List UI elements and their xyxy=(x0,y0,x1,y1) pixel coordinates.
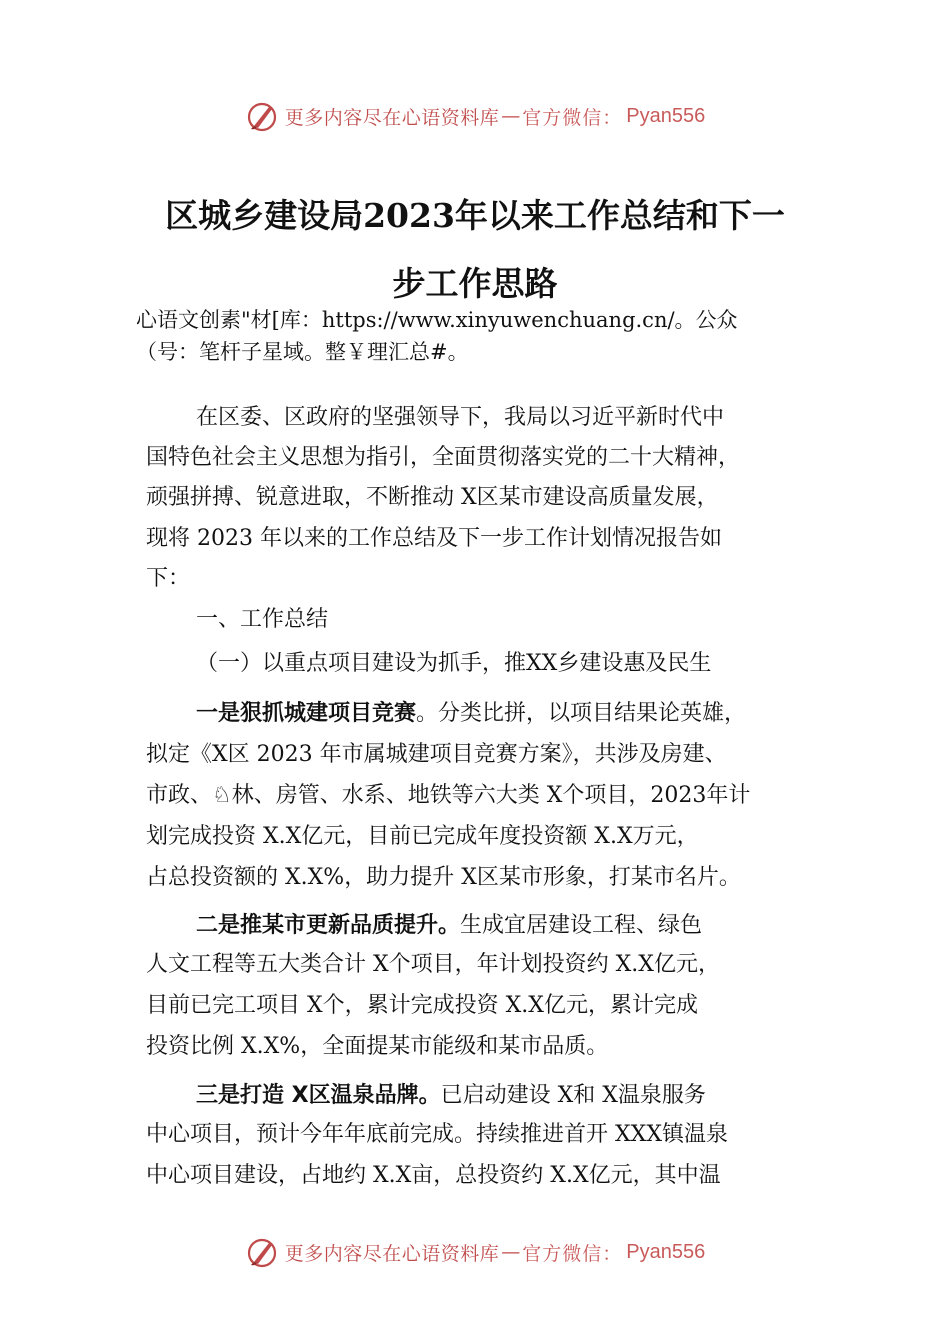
item2-line-4: 投资比例 X.X%，全面提某市能级和某市品质。 xyxy=(146,1034,609,1059)
intro-line-4: 现将 2023 年以来的工作总结及下一步工作计划情况报告如 xyxy=(146,526,722,551)
source-note-line1: 心语文创素"材[库：https://www.xinyuwenchuang.cn/。公众 xyxy=(136,308,738,332)
item2-line-1 xyxy=(196,908,702,939)
item1-line-1 xyxy=(196,696,746,727)
watermark-wechat-label: 官方微信： xyxy=(522,1242,623,1265)
watermark-dash: — xyxy=(501,105,521,127)
item2-lead: 二是推某市更新品质提升。 xyxy=(196,913,461,938)
watermark-dash: — xyxy=(501,1241,521,1263)
item1-line-2: 拟定《X区 2023 年市属城建项目竞赛方案》，共涉及房建、 xyxy=(146,742,727,767)
brush-logo-icon xyxy=(245,99,279,133)
item3-line-2: 中心项目，预计今年年底前完成。持续推进首开 XXX镇温泉 xyxy=(146,1122,728,1147)
item1-line-5: 占总投资额的 X.X%，助力提升 X区某市形象，打某市名片。 xyxy=(146,865,741,890)
item3-first: 已启动建设 X和 X温泉服务 xyxy=(440,1083,706,1108)
brush-logo-icon xyxy=(245,1235,279,1269)
watermark-banner-bottom xyxy=(0,1232,950,1272)
item1-line-3: 市政、♘林、房管、水系、地铁等六大类 X个项目，2023年计 xyxy=(146,783,751,808)
item3-lead: 三是打造 X区温泉品牌。 xyxy=(196,1083,441,1108)
item2-first: 生成宜居建设工程、绿色 xyxy=(460,913,703,938)
section-heading-1: 一、工作总结 xyxy=(196,607,329,632)
watermark-wechat-label: 官方微信： xyxy=(522,106,623,129)
item1-line-4: 划完成投资 X.X亿元，目前已完成年度投资额 X.X万元， xyxy=(146,824,699,849)
item2-line-3: 目前已完工项目 X个，累计完成投资 X.X亿元，累计完成 xyxy=(146,993,698,1018)
item1-first: 。分类比拼，以项目结果论英雄， xyxy=(416,701,747,726)
item3-line-1 xyxy=(196,1078,706,1109)
item2-line-2: 人文工程等五大类合计 X个项目，年计划投资约 X.X亿元， xyxy=(146,952,720,977)
intro-line-5: 下： xyxy=(146,566,191,591)
intro-line-2: 国特色社会主义思想为指引，全面贯彻落实党的二十大精神， xyxy=(146,445,741,470)
watermark-banner-top xyxy=(0,96,950,136)
source-note-line2: （号：笔杆子星域。整￥理汇总#。 xyxy=(136,340,469,364)
watermark-brand-text: 更多内容尽在心语资料库 xyxy=(284,1242,500,1265)
document-title-line2: 步工作思路 xyxy=(392,264,558,303)
intro-line-1: 在区委、区政府的坚强领导下，我局以习近平新时代中 xyxy=(196,405,725,430)
intro-line-3: 顽强拼搏、锐意进取，不断推动 X区某市建设高质量发展， xyxy=(146,485,719,510)
item3-line-3: 中心项目建设，占地约 X.X亩，总投资约 X.X亿元，其中温 xyxy=(146,1163,721,1188)
item1-lead: 一是狠抓城建项目竞赛 xyxy=(196,701,417,726)
subsection-heading-1: （一）以重点项目建设为抓手，推XX乡建设惠及民生 xyxy=(196,651,712,676)
watermark-brand-text: 更多内容尽在心语资料库 xyxy=(284,106,500,129)
document-title-line1: 区城乡建设局2023年以来工作总结和下一 xyxy=(165,196,785,235)
watermark-wechat-id: Pyan556 xyxy=(626,1240,706,1263)
watermark-wechat-id: Pyan556 xyxy=(626,104,706,127)
